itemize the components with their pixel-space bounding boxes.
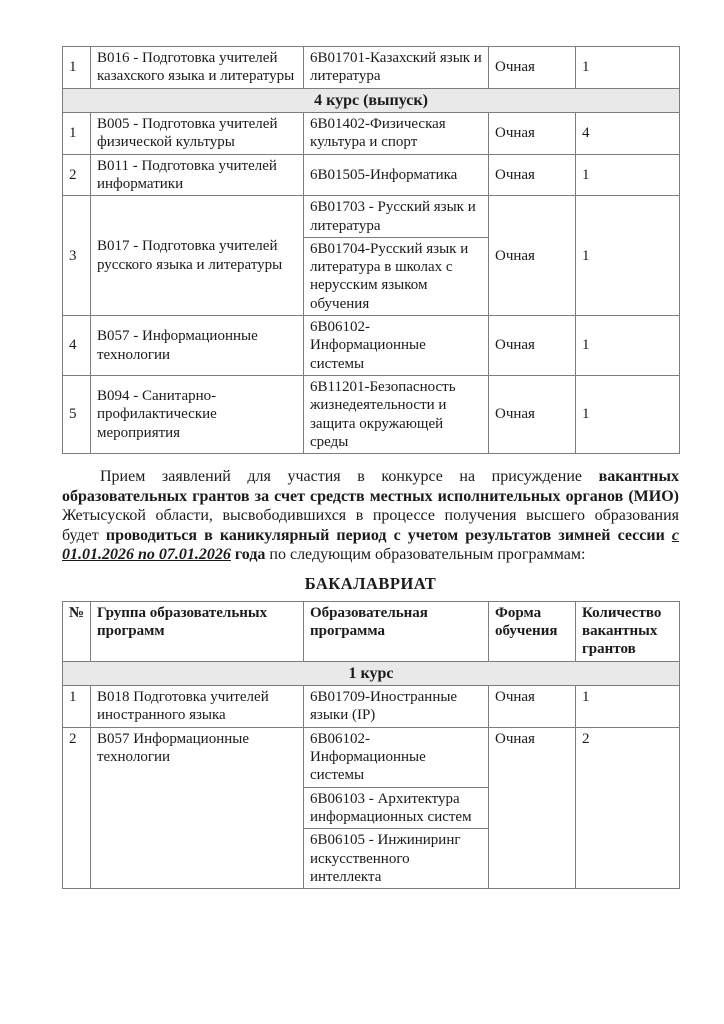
row-number-cell: 5 — [63, 375, 91, 453]
program-group-cell: B005 - Подготовка учителей физической культуры — [91, 113, 304, 155]
education-program-cell: 6B01701-Казахский язык и литература — [304, 47, 489, 89]
table-row — [63, 196, 680, 238]
education-program-cell: 6B01505-Информатика — [304, 154, 489, 196]
study-form-cell: Очная — [489, 154, 576, 196]
date-range-text: с 01.01.2026 по 07.01.2026 — [62, 526, 680, 564]
row-number-cell: 2 — [63, 154, 91, 196]
program-group-cell: B057 Информационные технологии — [91, 727, 304, 888]
study-form-cell: Очная — [489, 196, 576, 316]
table-row — [63, 727, 680, 787]
row-number-cell: 1 — [63, 47, 91, 89]
course-section-label: 4 курс (выпуск) — [63, 88, 680, 113]
table-row — [63, 113, 680, 155]
education-program-cell: 6B01704-Русский язык и литература в школах с нерусским языком обучения — [304, 237, 489, 315]
vacant-grants-table-top — [62, 46, 680, 454]
header-program: Образовательная программа — [304, 601, 489, 661]
grant-count-cell: 1 — [576, 154, 680, 196]
paragraph-segment: Прием заявлений для участия в конкурсе на присуждение — [100, 468, 599, 486]
row-number-cell: 3 — [63, 196, 91, 316]
study-form-cell: Очная — [489, 375, 576, 453]
program-group-cell: B011 - Подготовка учителей информатики — [91, 154, 304, 196]
table-row — [63, 316, 680, 376]
grant-count-cell: 4 — [576, 113, 680, 155]
header-study-form: Форма обучения — [489, 601, 576, 661]
program-group-cell: B017 - Подготовка учителей русского языка и литературы — [91, 196, 304, 316]
header-number: № — [63, 601, 91, 661]
paragraph-segment-bold: проводиться в каникулярный период с учетом результатов зимней сессии — [105, 526, 672, 544]
intro-paragraph — [62, 467, 679, 565]
study-form-cell: Очная — [489, 727, 576, 888]
paragraph-segment: по следующим образовательным программам: — [265, 546, 586, 564]
header-program-group: Группа образовательных программ — [91, 601, 304, 661]
education-program-cell: 6B01703 - Русский язык и литература — [304, 196, 489, 238]
study-form-cell: Очная — [489, 47, 576, 89]
table-header-row — [63, 601, 680, 661]
education-program-cell: 6B01402-Физическая культура и спорт — [304, 113, 489, 155]
table-row — [63, 47, 680, 89]
header-grant-count: Количество вакантных грантов — [576, 601, 680, 661]
grant-count-cell: 1 — [576, 375, 680, 453]
course-section-row — [63, 661, 680, 686]
program-group-cell: B057 - Информационные технологии — [91, 316, 304, 376]
study-form-cell: Очная — [489, 686, 576, 728]
grant-count-cell: 2 — [576, 727, 680, 888]
grant-count-cell: 1 — [576, 47, 680, 89]
row-number-cell: 2 — [63, 727, 91, 888]
program-group-cell: B018 Подготовка учителей иностранного языка — [91, 686, 304, 728]
course-section-row — [63, 88, 680, 113]
paragraph-segment: Жетысуской области, высвободившихся в процессе получения высшего образования будет — [62, 507, 679, 544]
program-group-cell: B094 - Санитарно-профилактические мероприятия — [91, 375, 304, 453]
education-program-cell: 6B06102-Информационные системы — [304, 316, 489, 376]
row-number-cell: 1 — [63, 113, 91, 155]
education-program-cell: 6B01709-Иностранные языки (IP) — [304, 686, 489, 728]
course-section-label: 1 курс — [63, 661, 680, 686]
grant-count-cell: 1 — [576, 686, 680, 728]
row-number-cell: 4 — [63, 316, 91, 376]
table-row — [63, 375, 680, 453]
education-program-cell: 6B06103 - Архитектура информационных систем — [304, 787, 489, 829]
paragraph-segment-bold: года — [230, 546, 266, 564]
education-program-cell: 6B06102-Информационные системы — [304, 727, 489, 787]
bachelor-grants-table — [62, 601, 680, 889]
grant-count-cell: 1 — [576, 196, 680, 316]
bachelor-heading: БАКАЛАВРИАТ — [304, 573, 437, 593]
program-group-cell: B016 - Подготовка учителей казахского языка и литературы — [91, 47, 304, 89]
study-form-cell: Очная — [489, 316, 576, 376]
education-program-cell: 6B06105 - Инжиниринг искусственного интеллекта — [304, 829, 489, 889]
row-number-cell: 1 — [63, 686, 91, 728]
paragraph-segment-bold: вакантных образовательных грантов за счет средств местных исполнительных органов (МИО) — [62, 468, 679, 505]
study-form-cell: Очная — [489, 113, 576, 155]
grant-count-cell: 1 — [576, 316, 680, 376]
table-row — [63, 686, 680, 728]
table-row — [63, 154, 680, 196]
education-program-cell: 6B11201-Безопасность жизнедеятельности и защита окружающей среды — [304, 375, 489, 453]
